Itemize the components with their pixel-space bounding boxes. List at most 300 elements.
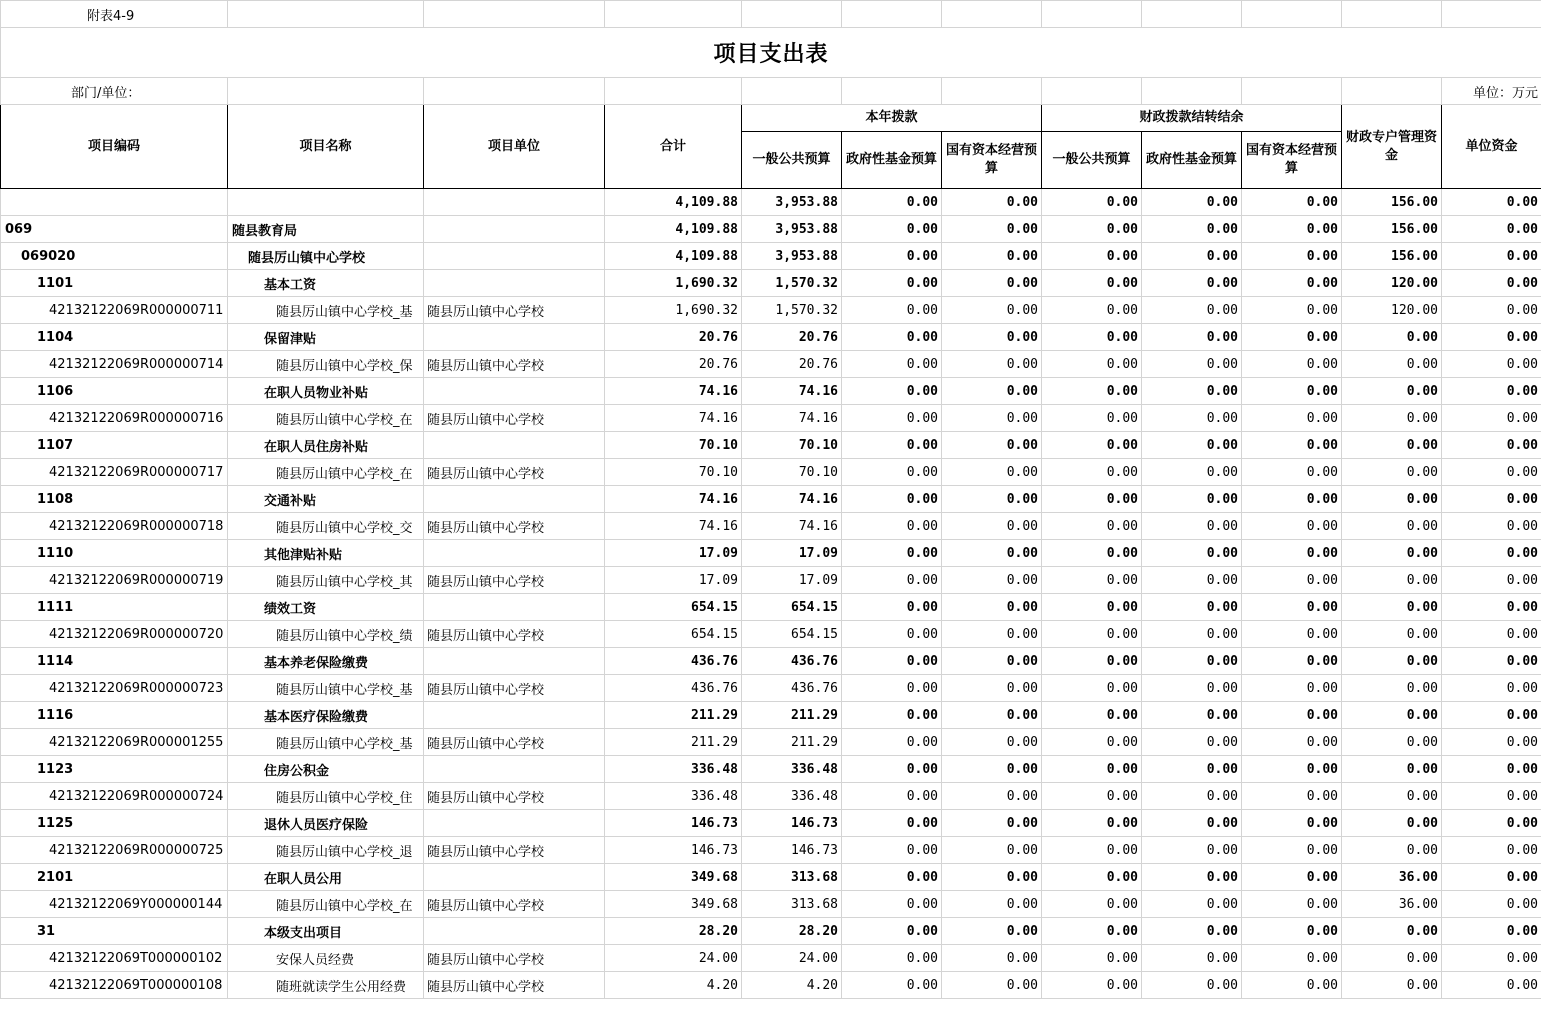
table-row [1,540,1541,567]
cell-g1-capital: 0.00 [942,972,1042,999]
cell-g1-general: 336.48 [742,783,842,810]
dept-label: 部门/单位： [1,78,228,105]
cell-own-funds: 0.00 [1442,891,1541,918]
cell-total: 1,690.32 [605,297,742,324]
cell-total: 70.10 [605,432,742,459]
table-row [1,783,1541,810]
cell-g2-fund: 0.00 [1142,432,1242,459]
cell-special-account: 36.00 [1342,891,1442,918]
cell-g2-general: 0.00 [1042,783,1142,810]
cell-g2-fund: 0.00 [1142,351,1242,378]
cell-g1-fund: 0.00 [842,594,942,621]
cell-total: 74.16 [605,378,742,405]
cell-own-funds: 0.00 [1442,297,1541,324]
cell-g1-fund: 0.00 [842,189,942,216]
cell-g1-capital: 0.00 [942,945,1042,972]
header-g2-capital: 国有资本经营预算 [1242,132,1342,189]
cell-total: 74.16 [605,486,742,513]
cell-own-funds: 0.00 [1442,945,1541,972]
header-g2-fund: 政府性基金预算 [1142,132,1242,189]
cell-g2-general: 0.00 [1042,972,1142,999]
table-row [1,189,1541,216]
cell-g2-fund: 0.00 [1142,216,1242,243]
cell-g2-capital: 0.00 [1242,297,1342,324]
cell-g2-general: 0.00 [1042,324,1142,351]
cell-name: 随县厉山镇中心学校_其 [228,567,424,594]
table-row [1,297,1541,324]
cell-name: 基本养老保险缴费 [228,648,424,675]
cell-g2-general: 0.00 [1042,702,1142,729]
cell-unit [424,216,605,243]
cell-g2-capital: 0.00 [1242,918,1342,945]
cell-unit [424,918,605,945]
cell-g1-capital: 0.00 [942,810,1042,837]
cell-g2-capital: 0.00 [1242,621,1342,648]
cell-g2-fund: 0.00 [1142,918,1242,945]
cell-special-account: 0.00 [1342,513,1442,540]
cell-g1-capital: 0.00 [942,432,1042,459]
cell-code: 069 [1,216,228,243]
cell-g1-general: 4.20 [742,972,842,999]
cell-code: 42132122069R000000724 [1,783,228,810]
header-total: 合计 [605,105,742,189]
cell-code: 42132122069R000000723 [1,675,228,702]
cell-unit: 随县厉山镇中心学校 [424,945,605,972]
cell-g1-general: 28.20 [742,918,842,945]
cell-g1-capital: 0.00 [942,297,1042,324]
cell-special-account: 0.00 [1342,459,1442,486]
cell-special-account: 0.00 [1342,810,1442,837]
cell-name: 随县厉山镇中心学校_退 [228,837,424,864]
table-row [1,675,1541,702]
cell-g2-fund: 0.00 [1142,513,1242,540]
cell-g1-capital: 0.00 [942,540,1042,567]
cell-code: 1101 [1,270,228,297]
cell-code: 1106 [1,378,228,405]
cell-own-funds: 0.00 [1442,351,1541,378]
cell-own-funds: 0.00 [1442,513,1541,540]
cell-g1-capital: 0.00 [942,243,1042,270]
cell-total: 24.00 [605,945,742,972]
cell-unit: 随县厉山镇中心学校 [424,837,605,864]
cell-g2-general: 0.00 [1042,216,1142,243]
cell-g2-capital: 0.00 [1242,891,1342,918]
cell-own-funds: 0.00 [1442,837,1541,864]
table-row [1,405,1541,432]
cell-code: 1111 [1,594,228,621]
cell-total: 74.16 [605,405,742,432]
cell-g2-fund: 0.00 [1142,702,1242,729]
cell-g2-fund: 0.00 [1142,648,1242,675]
table-row [1,216,1541,243]
cell-special-account: 0.00 [1342,594,1442,621]
cell-g2-fund: 0.00 [1142,864,1242,891]
table-row [1,432,1541,459]
table-row [1,864,1541,891]
cell-g2-capital: 0.00 [1242,486,1342,513]
cell-g1-general: 336.48 [742,756,842,783]
cell-g2-fund: 0.00 [1142,540,1242,567]
header-unit: 项目单位 [424,105,605,189]
cell-code: 42132122069R000000716 [1,405,228,432]
cell-code: 1110 [1,540,228,567]
table-row [1,351,1541,378]
cell-g1-capital: 0.00 [942,918,1042,945]
page-title: 项目支出表 [1,28,1541,78]
cell-code: 42132122069R000000719 [1,567,228,594]
header-g1-general: 一般公共预算 [742,132,842,189]
cell-g2-general: 0.00 [1042,513,1142,540]
cell-unit [424,270,605,297]
cell-special-account: 0.00 [1342,675,1442,702]
cell-g1-fund: 0.00 [842,621,942,648]
cell-unit [424,243,605,270]
cell-g1-capital: 0.00 [942,270,1042,297]
cell-g1-general: 20.76 [742,351,842,378]
cell-total: 17.09 [605,540,742,567]
cell-name: 随县厉山镇中心学校 [228,243,424,270]
table-row [1,378,1541,405]
cell-total: 436.76 [605,648,742,675]
cell-unit: 随县厉山镇中心学校 [424,297,605,324]
cell-g1-fund: 0.00 [842,729,942,756]
header-own-funds: 单位资金 [1442,105,1541,189]
cell-unit: 随县厉山镇中心学校 [424,567,605,594]
cell-unit: 随县厉山镇中心学校 [424,351,605,378]
cell-g1-capital: 0.00 [942,189,1042,216]
cell-g1-fund: 0.00 [842,405,942,432]
cell-special-account: 156.00 [1342,243,1442,270]
cell-g2-capital: 0.00 [1242,945,1342,972]
cell-g2-capital: 0.00 [1242,648,1342,675]
cell-g2-fund: 0.00 [1142,567,1242,594]
cell-own-funds: 0.00 [1442,756,1541,783]
cell-g1-fund: 0.00 [842,810,942,837]
cell-g1-general: 3,953.88 [742,189,842,216]
cell-own-funds: 0.00 [1442,405,1541,432]
cell-g2-capital: 0.00 [1242,837,1342,864]
cell-g1-capital: 0.00 [942,351,1042,378]
cell-unit [424,324,605,351]
cell-code: 1116 [1,702,228,729]
cell-g1-fund: 0.00 [842,783,942,810]
cell-code: 1123 [1,756,228,783]
cell-total: 349.68 [605,864,742,891]
cell-own-funds: 0.00 [1442,486,1541,513]
cell-special-account: 0.00 [1342,351,1442,378]
cell-name: 保留津贴 [228,324,424,351]
cell-total: 4.20 [605,972,742,999]
cell-g1-general: 1,570.32 [742,297,842,324]
cell-special-account: 0.00 [1342,837,1442,864]
cell-total: 70.10 [605,459,742,486]
cell-g2-capital: 0.00 [1242,432,1342,459]
cell-g1-fund: 0.00 [842,972,942,999]
cell-total: 146.73 [605,810,742,837]
cell-own-funds: 0.00 [1442,972,1541,999]
cell-g1-general: 74.16 [742,513,842,540]
cell-code: 42132122069R000000720 [1,621,228,648]
header-special-account: 财政专户管理资金 [1342,105,1442,189]
cell-name: 绩效工资 [228,594,424,621]
cell-total: 211.29 [605,729,742,756]
cell-g1-fund: 0.00 [842,351,942,378]
cell-special-account: 120.00 [1342,297,1442,324]
cell-name: 随县厉山镇中心学校_基 [228,297,424,324]
cell-g2-general: 0.00 [1042,540,1142,567]
cell-own-funds: 0.00 [1442,594,1541,621]
cell-g1-fund: 0.00 [842,513,942,540]
cell-g2-general: 0.00 [1042,405,1142,432]
cell-g2-fund: 0.00 [1142,405,1242,432]
cell-g1-fund: 0.00 [842,945,942,972]
cell-code: 069020 [1,243,228,270]
cell-total: 349.68 [605,891,742,918]
cell-g1-capital: 0.00 [942,891,1042,918]
cell-g2-fund: 0.00 [1142,675,1242,702]
cell-g1-capital: 0.00 [942,783,1042,810]
cell-g1-capital: 0.00 [942,621,1042,648]
cell-unit [424,702,605,729]
cell-g1-fund: 0.00 [842,675,942,702]
cell-own-funds: 0.00 [1442,864,1541,891]
cell-g2-capital: 0.00 [1242,702,1342,729]
cell-total: 4,109.88 [605,189,742,216]
cell-unit [424,189,605,216]
cell-name: 交通补贴 [228,486,424,513]
cell-special-account: 0.00 [1342,918,1442,945]
cell-own-funds: 0.00 [1442,189,1541,216]
cell-g1-general: 1,570.32 [742,270,842,297]
cell-name: 随县厉山镇中心学校_基 [228,675,424,702]
cell-g1-capital: 0.00 [942,594,1042,621]
cell-g2-general: 0.00 [1042,945,1142,972]
cell-own-funds: 0.00 [1442,270,1541,297]
cell-g2-general: 0.00 [1042,648,1142,675]
cell-name: 随县厉山镇中心学校_交 [228,513,424,540]
cell-code: 42132122069Y000000144 [1,891,228,918]
cell-unit: 随县厉山镇中心学校 [424,513,605,540]
cell-total: 336.48 [605,783,742,810]
cell-special-account: 0.00 [1342,783,1442,810]
cell-g2-general: 0.00 [1042,594,1142,621]
cell-g1-fund: 0.00 [842,324,942,351]
cell-code: 42132122069R000000718 [1,513,228,540]
cell-own-funds: 0.00 [1442,675,1541,702]
cell-name: 随县厉山镇中心学校_在 [228,891,424,918]
cell-g1-fund: 0.00 [842,540,942,567]
cell-g2-capital: 0.00 [1242,459,1342,486]
cell-name: 随县厉山镇中心学校_基 [228,729,424,756]
table-row [1,891,1541,918]
cell-g1-fund: 0.00 [842,486,942,513]
cell-own-funds: 0.00 [1442,459,1541,486]
cell-own-funds: 0.00 [1442,567,1541,594]
cell-name: 安保人员经费 [228,945,424,972]
cell-unit: 随县厉山镇中心学校 [424,891,605,918]
cell-code: 1114 [1,648,228,675]
cell-g1-fund: 0.00 [842,270,942,297]
cell-name: 住房公积金 [228,756,424,783]
cell-g2-fund: 0.00 [1142,945,1242,972]
cell-own-funds: 0.00 [1442,216,1541,243]
cell-g1-fund: 0.00 [842,918,942,945]
cell-own-funds: 0.00 [1442,810,1541,837]
cell-g2-general: 0.00 [1042,270,1142,297]
cell-name: 随县厉山镇中心学校_绩 [228,621,424,648]
cell-name: 其他津贴补贴 [228,540,424,567]
cell-g2-fund: 0.00 [1142,783,1242,810]
header-g2-general: 一般公共预算 [1042,132,1142,189]
cell-g2-general: 0.00 [1042,567,1142,594]
cell-total: 654.15 [605,594,742,621]
cell-g2-capital: 0.00 [1242,810,1342,837]
cell-name: 基本工资 [228,270,424,297]
cell-own-funds: 0.00 [1442,540,1541,567]
cell-code: 1107 [1,432,228,459]
table-row [1,837,1541,864]
cell-g2-fund: 0.00 [1142,891,1242,918]
cell-g1-general: 313.68 [742,891,842,918]
cell-unit: 随县厉山镇中心学校 [424,621,605,648]
cell-g1-capital: 0.00 [942,459,1042,486]
cell-g1-fund: 0.00 [842,891,942,918]
cell-unit [424,378,605,405]
cell-g1-general: 211.29 [742,702,842,729]
cell-g1-fund: 0.00 [842,567,942,594]
cell-total: 211.29 [605,702,742,729]
cell-unit [424,864,605,891]
cell-g1-general: 74.16 [742,378,842,405]
cell-g2-general: 0.00 [1042,810,1142,837]
cell-g1-fund: 0.00 [842,297,942,324]
cell-g1-capital: 0.00 [942,513,1042,540]
cell-unit [424,594,605,621]
cell-g1-general: 211.29 [742,729,842,756]
cell-total: 17.09 [605,567,742,594]
cell-g2-capital: 0.00 [1242,216,1342,243]
cell-name: 随县厉山镇中心学校_保 [228,351,424,378]
cell-unit [424,756,605,783]
cell-total: 336.48 [605,756,742,783]
cell-name [228,189,424,216]
cell-code: 31 [1,918,228,945]
cell-g1-fund: 0.00 [842,378,942,405]
cell-code: 42132122069R000000717 [1,459,228,486]
cell-g2-fund: 0.00 [1142,270,1242,297]
cell-g2-fund: 0.00 [1142,486,1242,513]
cell-name: 随县厉山镇中心学校_在 [228,405,424,432]
cell-name: 在职人员公用 [228,864,424,891]
cell-name: 随班就读学生公用经费 [228,972,424,999]
cell-special-account: 0.00 [1342,945,1442,972]
cell-own-funds: 0.00 [1442,324,1541,351]
cell-g2-capital: 0.00 [1242,729,1342,756]
cell-g2-capital: 0.00 [1242,270,1342,297]
cell-total: 74.16 [605,513,742,540]
cell-g1-fund: 0.00 [842,702,942,729]
table-row [1,567,1541,594]
cell-g1-capital: 0.00 [942,405,1042,432]
table-row [1,945,1541,972]
cell-unit [424,486,605,513]
cell-g2-capital: 0.00 [1242,324,1342,351]
cell-g1-general: 654.15 [742,594,842,621]
cell-g1-capital: 0.00 [942,756,1042,783]
cell-g2-capital: 0.00 [1242,351,1342,378]
cell-g1-general: 74.16 [742,405,842,432]
cell-total: 1,690.32 [605,270,742,297]
cell-g1-fund: 0.00 [842,756,942,783]
cell-g2-capital: 0.00 [1242,513,1342,540]
cell-g1-capital: 0.00 [942,324,1042,351]
cell-g1-general: 17.09 [742,540,842,567]
cell-g2-general: 0.00 [1042,837,1142,864]
cell-special-account: 0.00 [1342,567,1442,594]
cell-name: 退休人员医疗保险 [228,810,424,837]
cell-g2-general: 0.00 [1042,675,1142,702]
header-g1-capital: 国有资本经营预算 [942,132,1042,189]
cell-own-funds: 0.00 [1442,378,1541,405]
cell-code: 1125 [1,810,228,837]
cell-g2-general: 0.00 [1042,378,1142,405]
table-row [1,972,1541,999]
table-row [1,702,1541,729]
cell-unit [424,648,605,675]
table-row [1,648,1541,675]
cell-special-account: 0.00 [1342,432,1442,459]
cell-special-account: 0.00 [1342,324,1442,351]
cell-code [1,189,228,216]
cell-special-account: 156.00 [1342,189,1442,216]
cell-own-funds: 0.00 [1442,243,1541,270]
cell-unit: 随县厉山镇中心学校 [424,729,605,756]
cell-g2-fund: 0.00 [1142,621,1242,648]
sheet-label: 附表4-9 [1,1,228,28]
cell-g2-general: 0.00 [1042,297,1142,324]
cell-special-account: 0.00 [1342,648,1442,675]
table-row [1,243,1541,270]
table-row [1,270,1541,297]
cell-g2-general: 0.00 [1042,243,1142,270]
cell-g1-general: 70.10 [742,432,842,459]
cell-code: 42132122069T000000102 [1,945,228,972]
cell-g2-fund: 0.00 [1142,594,1242,621]
cell-g2-general: 0.00 [1042,351,1142,378]
cell-g2-capital: 0.00 [1242,540,1342,567]
cell-unit: 随县厉山镇中心学校 [424,972,605,999]
cell-g1-general: 74.16 [742,486,842,513]
cell-unit: 随县厉山镇中心学校 [424,459,605,486]
cell-own-funds: 0.00 [1442,918,1541,945]
cell-special-account: 0.00 [1342,540,1442,567]
table-row [1,594,1541,621]
cell-own-funds: 0.00 [1442,621,1541,648]
header-code: 项目编码 [1,105,228,189]
cell-g2-capital: 0.00 [1242,864,1342,891]
cell-g2-general: 0.00 [1042,486,1142,513]
cell-g2-fund: 0.00 [1142,837,1242,864]
cell-g1-general: 17.09 [742,567,842,594]
cell-code: 42132122069T000000108 [1,972,228,999]
cell-g1-capital: 0.00 [942,675,1042,702]
cell-own-funds: 0.00 [1442,783,1541,810]
cell-g1-general: 146.73 [742,837,842,864]
cell-g2-capital: 0.00 [1242,378,1342,405]
cell-name: 随县厉山镇中心学校_住 [228,783,424,810]
table-row [1,324,1541,351]
cell-unit: 随县厉山镇中心学校 [424,675,605,702]
